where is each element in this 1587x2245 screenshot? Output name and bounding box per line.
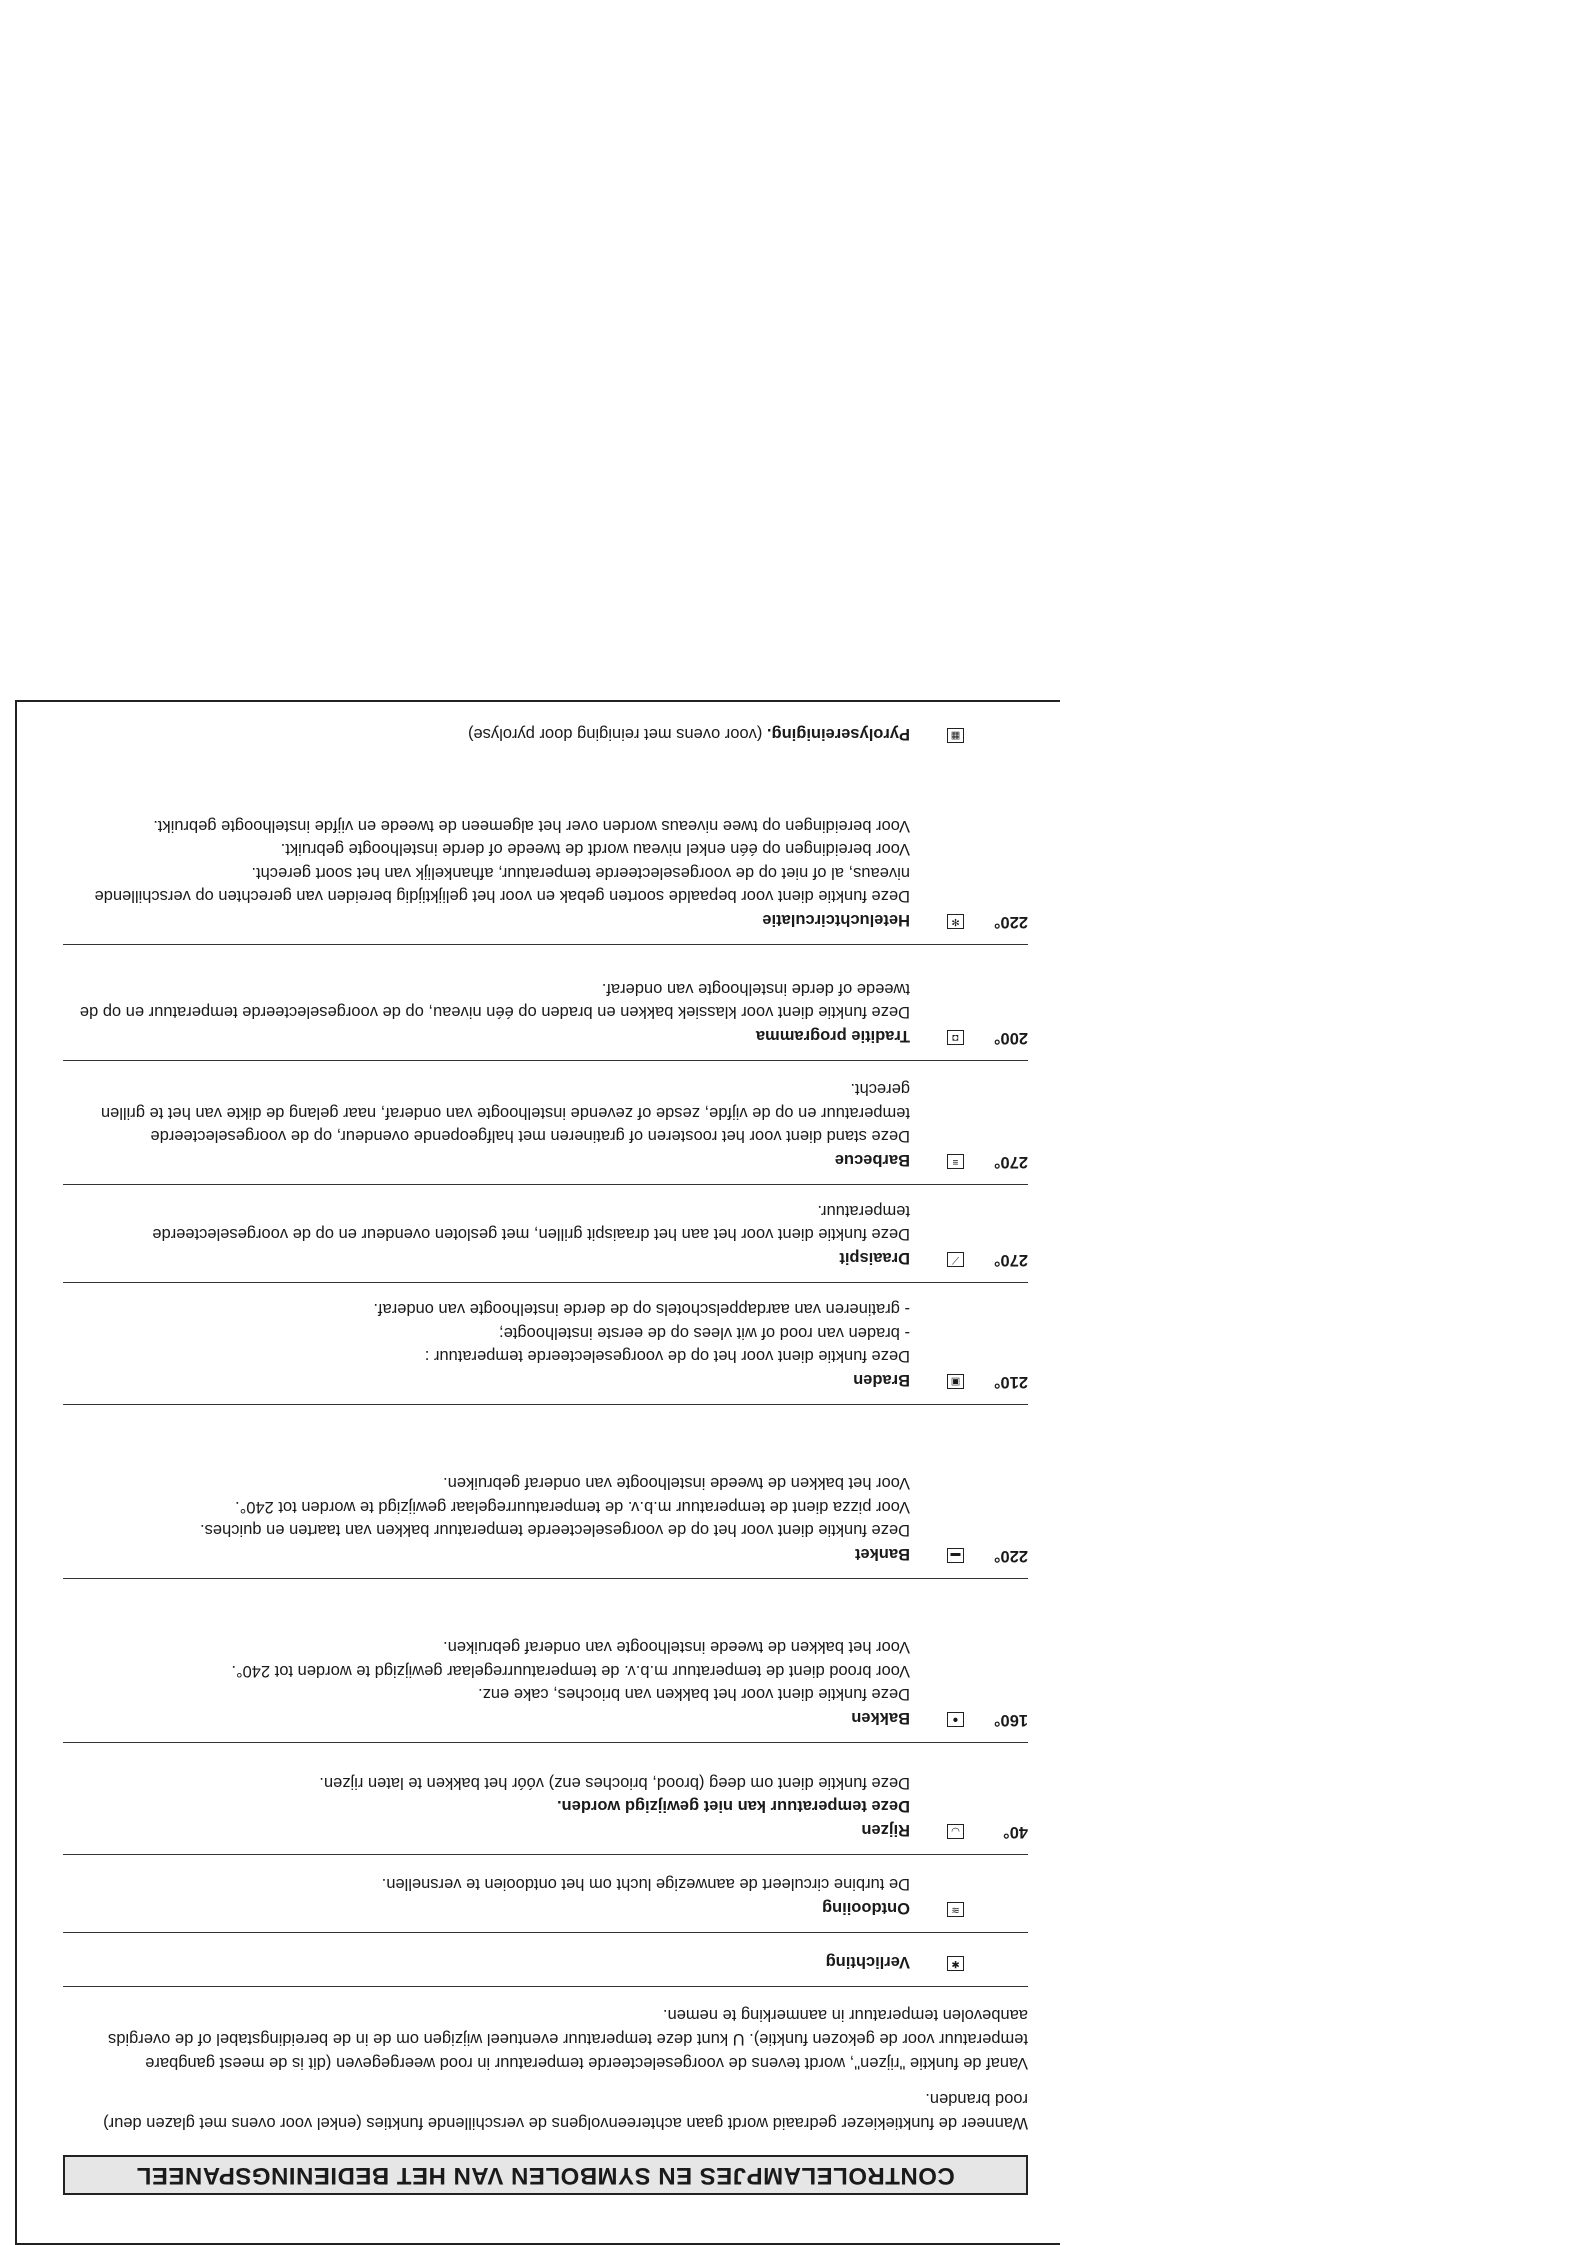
- pyrolysis-icon: ▦: [947, 728, 964, 743]
- divider: [63, 1742, 1028, 1743]
- intro-paragraph-2: Vanaf de funktie "rijzen", wordt tevens de voorgeselecteerde temperatuur in rood weergegeven (dit is de meest gangbare temperatuur voor de gekozen funktie). U kunt deze temperatuur eventueel wijzigen om de in de bereidingstabel of de overgids aanbevolen temperatuur in aanmerking te nemen.: [108, 2006, 1028, 2072]
- function-text: - gratineren van aardappelschotels op de derde instelhoogte van onderaf.: [373, 1300, 910, 1319]
- divider: [63, 1060, 1028, 1061]
- function-name: Braden: [853, 1371, 910, 1389]
- function-text: Deze stand dient voor het roosteren of gratineren met halfgeopende ovendeur, op de voorgeselecteerde temperatuur en op de vijfde, zesde of zevende instelhoogte van onderaf, naar gelang de dikte van het te grillen gerecht.: [100, 1080, 910, 1146]
- function-temperature: 270°: [993, 1153, 1028, 1171]
- function-temperature: 270°: [993, 1251, 1028, 1269]
- function-temperature: 210°: [993, 1373, 1028, 1391]
- divider: [63, 1404, 1028, 1405]
- function-text: Deze funktie dient voor klassiek bakken en braden op één niveau, op de voorgeselecteerde temperatuur en op de tweede of derde instelhoogte van onderaf.: [79, 980, 910, 1022]
- bake-icon: ●: [947, 1712, 964, 1727]
- function-name: Bakken: [851, 1709, 910, 1727]
- divider: [63, 1184, 1028, 1185]
- traditional-icon: ◘: [947, 1030, 964, 1045]
- divider: [63, 1578, 1028, 1579]
- function-text: Voor bereidingen op twee niveaus worden over het algemeen de tweede en vijfde instelhoogte gebruikt.: [153, 817, 910, 835]
- function-text: Deze funktie dient voor het op de voorgeselecteerde temperatuur bakken van taarten en quiches.: [200, 1521, 910, 1540]
- function-temperature: 40°: [1003, 1823, 1028, 1841]
- function-text: Voor het bakken de tweede instelhoogte van onderaf gebruiken.: [443, 1474, 910, 1493]
- page-title: CONTROLELAMPJES EN SYMBOLEN VAN HET BEDIENINGSPANEEL: [63, 2155, 1028, 2195]
- function-name: Pyrolysereiniging.: [766, 725, 910, 743]
- function-temperature: 220°: [993, 1547, 1028, 1565]
- function-temperature: 200°: [993, 1029, 1028, 1047]
- function-temperature: 160°: [993, 1711, 1028, 1729]
- function-text: Voor pizza dient de temperatuur m.b.v. de temperatuurregelaar gewijzigd te worden tot 240°.: [235, 1498, 910, 1516]
- function-temperature: 220°: [993, 913, 1028, 931]
- function-name: Barbecue: [834, 1151, 910, 1169]
- function-text: Voor brood dient de temperatuur m.b.v. de temperatuurregelaar gewijzigd te worden tot 240°.: [231, 1662, 910, 1680]
- function-note: Deze temperatuur kan niet gewijzigd worden.: [557, 1797, 910, 1816]
- function-text: Deze funktie dient voor het op de voorgeselecteerde temperatuur :: [424, 1347, 910, 1366]
- function-text: Deze funktie dient voor het aan het draaispit grillen, met gesloten ovendeur en op de voorgeselecteerde temperatuur.: [152, 1202, 910, 1244]
- function-name: Ontdooiing: [822, 1899, 910, 1917]
- intro: [68, 1991, 1028, 2135]
- function-text: Deze funktie dient voor bepaalde soorten gebak en voor het gelijktijdig bereiden van gerechten op verschillende niveaus, al of niet op de voorgeselecteerde temperatuur, afhankelijk van het soort gerecht.: [94, 864, 910, 906]
- function-text: - braden van rood of wit vlees op de eerste instelhoogte;: [499, 1324, 910, 1342]
- function-text: Deze funktie dient om deeg (brood, brioches enz) vóór het bakken te laten rijzen.: [319, 1774, 910, 1792]
- roast-icon: ▣: [947, 1374, 964, 1389]
- function-name: Banket: [854, 1545, 910, 1563]
- divider: [63, 1854, 1028, 1855]
- rotisserie-icon: ⟋: [947, 1252, 964, 1267]
- light-icon: ✱: [947, 1956, 964, 1971]
- function-text: Voor het bakken de tweede instelhoogte van onderaf gebruiken.: [443, 1638, 910, 1657]
- grill-icon: ≡: [947, 1154, 964, 1169]
- function-name: Traditie programma: [755, 1027, 910, 1045]
- function-text: Deze funktie dient voor het bakken van brioches, cake enz.: [477, 1685, 910, 1704]
- fan-icon: ✻: [947, 914, 964, 929]
- pastry-icon: ▬: [947, 1548, 964, 1563]
- function-name: Verlichting: [825, 1953, 910, 1971]
- proofing-icon: ◡: [947, 1824, 964, 1839]
- divider: [63, 944, 1028, 945]
- function-name: Rijzen: [861, 1821, 910, 1839]
- function-text: Voor bereidingen op één enkel niveau wordt de tweede of derde instelhoogte gebruikt.: [280, 840, 910, 859]
- intro-paragraph-1: Wanneer de funktiekiezer gedraaid wordt gaan achtereenvolgens de verschillende funkties (enkel voor ovens met glazen deur) rood branden.: [103, 2090, 1028, 2132]
- function-name: Heteluchtcirculatie: [762, 911, 910, 929]
- defrost-icon: ≋: [947, 1902, 964, 1917]
- function-suffix: (voor ovens met reiniging door pyrolyse): [467, 725, 767, 743]
- divider: [63, 1932, 1028, 1933]
- function-name: Draaispit: [839, 1249, 910, 1267]
- rotated-document: [15, 700, 1060, 2245]
- divider: [63, 1986, 1028, 1987]
- function-text: De turbine circuleert de aanwezige lucht om het ontdooien te versnellen.: [381, 1875, 910, 1894]
- divider: [63, 1282, 1028, 1283]
